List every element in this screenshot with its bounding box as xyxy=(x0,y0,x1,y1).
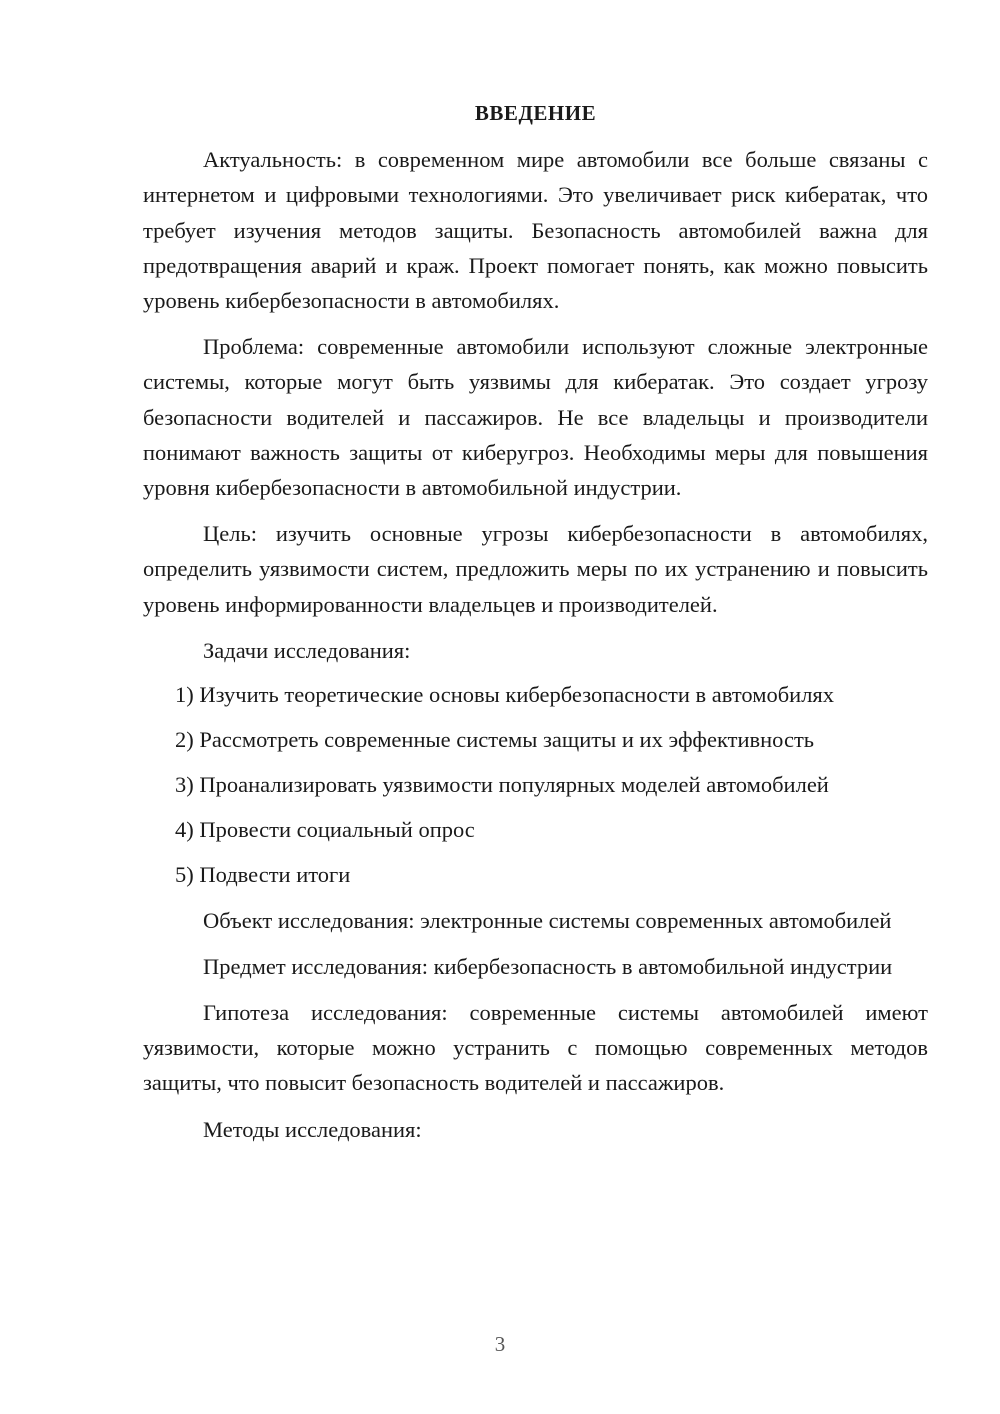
paragraph-methods: Методы исследования: xyxy=(203,1116,422,1142)
tasks-heading: Задачи исследования: xyxy=(203,637,411,663)
tasks-list xyxy=(143,677,928,893)
section-title: ВВЕДЕНИЕ xyxy=(474,101,597,125)
task-item: 2) Рассмотреть современные системы защиты и их эффективность xyxy=(175,727,815,753)
paragraph-object: Объект исследования: электронные системы современных автомобилей xyxy=(203,907,892,933)
paragraph-subject: Предмет исследования: кибербезопасность в автомобильной индустрии xyxy=(203,953,893,979)
task-item: 5) Подвести итоги xyxy=(175,862,351,888)
paragraph-goal: Цель: изучить основные угрозы кибербезопасности в автомобилях, определить уязвимости систем, предложить меры по их устранению и повысить уровень информированности владельцев и производителей. xyxy=(143,521,928,617)
paragraph-relevance: Актуальность: в современном мире автомобили все больше связаны с интернетом и цифровыми технологиями. Это увеличивает риск кибератак, что требует изучения методов защиты. Безопасность автомобилей важна для предотвращения аварий и краж. Проект помогает понять, как можно повысить уровень кибербезопасности в автомобилях. xyxy=(143,147,928,314)
document-page xyxy=(143,96,928,1158)
task-item: 3) Проанализировать уязвимости популярных моделей автомобилей xyxy=(175,772,829,798)
paragraph-problem: Проблема: современные автомобили используют сложные электронные системы, которые могут быть уязвимы для кибератак. Это создает угрозу безопасности водителей и пассажиров. Не все владельцы и производители понимают важность защиты от киберугроз. Необходимы меры для повышения уровня кибербезопасности в автомобильной индустрии. xyxy=(143,334,928,501)
paragraph-hypothesis: Гипотеза исследования: современные системы автомобилей имеют уязвимости, которые можно устранить с помощью современных методов защиты, что повысит безопасность водителей и пассажиров. xyxy=(143,999,928,1096)
page-number: 3 xyxy=(494,1332,506,1356)
task-item: 4) Провести социальный опрос xyxy=(175,817,475,843)
task-item: 1) Изучить теоретические основы кибербезопасности в автомобилях xyxy=(175,682,835,708)
